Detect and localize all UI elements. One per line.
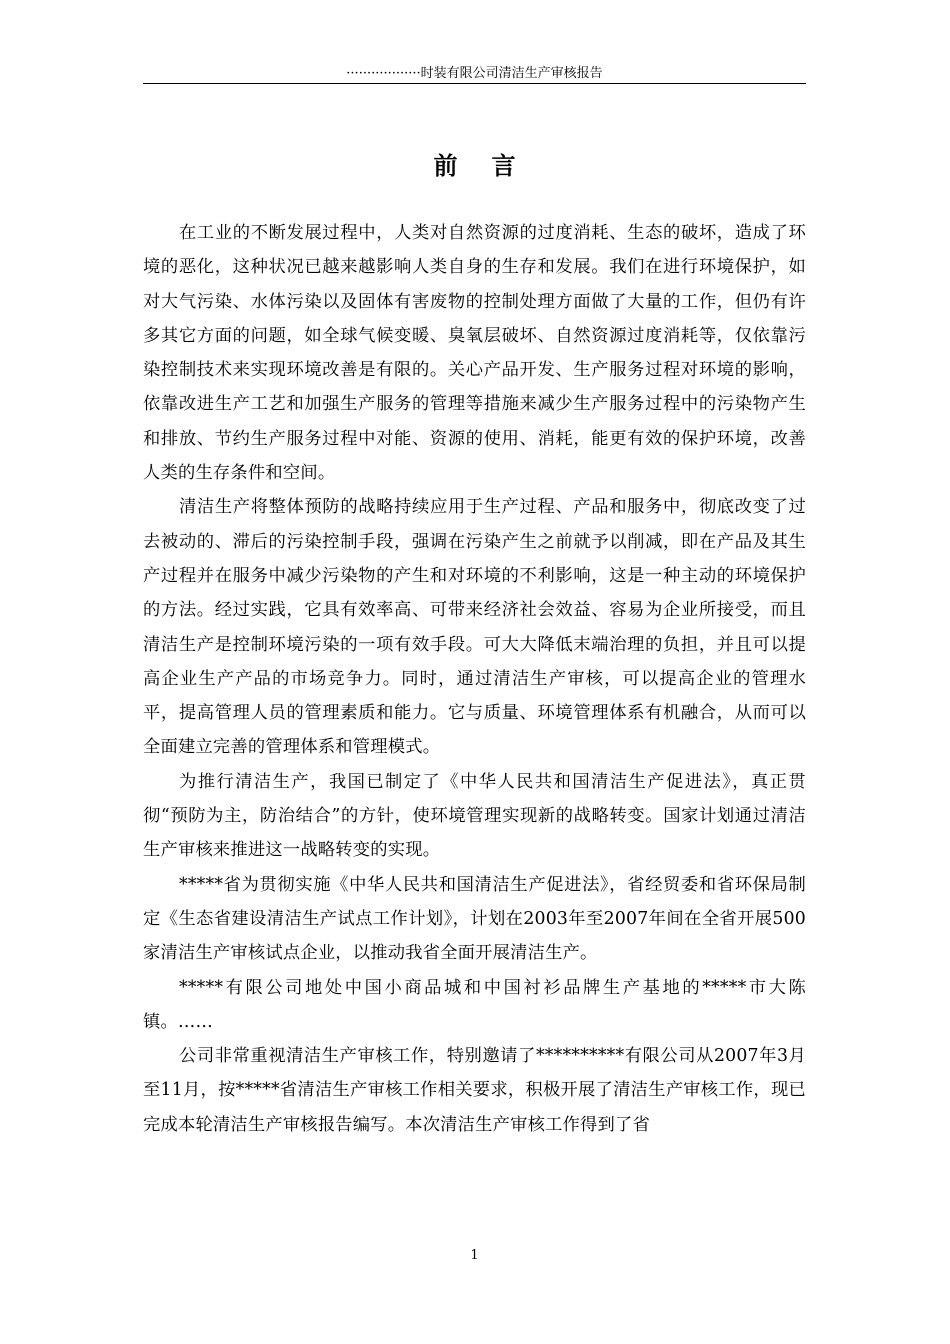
page-number: 1 [470, 1248, 479, 1263]
paragraph-company-location: *****有限公司地处中国小商品城和中国衬衫品牌生产基地的*****市大陈镇。…… [143, 977, 806, 1032]
header-rule [143, 83, 806, 84]
paragraph-province-plan: *****省为贯彻实施《中华人民共和国清洁生产促进法》，省经贸委和省环保局制定《生态省建设清洁生产试点工作计划》，计划在2003年至2007年间在全省开展500家清洁生产审核试点企业，以推动我省全面开展清洁生产。 [143, 874, 806, 964]
paragraph-intro: 在工业的不断发展过程中，人类对自然资源的过度消耗、生态的破坏，造成了环境的恶化，这种状况已越来越影响人类自身的生存和发展。我们在进行环境保护，如对大气污染、水体污染以及固体有害废物的控制处理方面做了大量的工作，但仍有许多其它方面的问题，如全球气候变暖、臭氧层破坏、自然资源过度消耗等，仅依靠污染控制技术来实现环境改善是有限的。关心产品开发、生产服务过程对环境的影响，依靠改进生产工艺和加强生产服务的管理等措施来减少生产服务过程中的污染物产生和排放、节约生产服务过程中对能、资源的使用、消耗，能更有效的保护环境，改善人类的生存条件和空间。 [143, 223, 806, 484]
page-title: 前言 [433, 151, 550, 180]
paragraph-clean-production: 清洁生产将整体预防的战略持续应用于生产过程、产品和服务中，彻底改变了过去被动的、滞后的污染控制手段，强调在污染产生之前就予以削减，即在产品及其生产过程并在服务中减少污染物的产生和对环境的不利影响，这是一种主动的环境保护的方法。经过实践，它具有效率高、可带来经济社会效益、容易为企业所接受，而且清洁生产是控制环境污染的一项有效手段。可大大降低末端治理的负担，并且可以提高企业生产产品的市场竞争力。同时，通过清洁生产审核，可以提高企业的管理水平，提高管理人员的管理素质和能力。它与质量、环境管理体系有机融合，从而可以全面建立完善的管理体系和管理模式。 [143, 497, 806, 758]
paragraph-audit-work: 公司非常重视清洁生产审核工作，特别邀请了**********有限公司从2007年3月至11月，按*****省清洁生产审核工作相关要求，积极开展了清洁生产审核工作，现已完成本轮清洁生产审核报告编写。本次清洁生产审核工作得到了省 [143, 1046, 806, 1135]
body-text [143, 216, 806, 1142]
paragraph-law: 为推行清洁生产，我国已制定了《中华人民共和国清洁生产促进法》，真正贯彻“预防为主，防治结合”的方针，使环境管理实现新的战略转变。国家计划通过清洁生产审核来推进这一战略转变的实现。 [143, 771, 806, 861]
running-header: ··················时装有限公司清洁生产审核报告 [346, 66, 603, 81]
